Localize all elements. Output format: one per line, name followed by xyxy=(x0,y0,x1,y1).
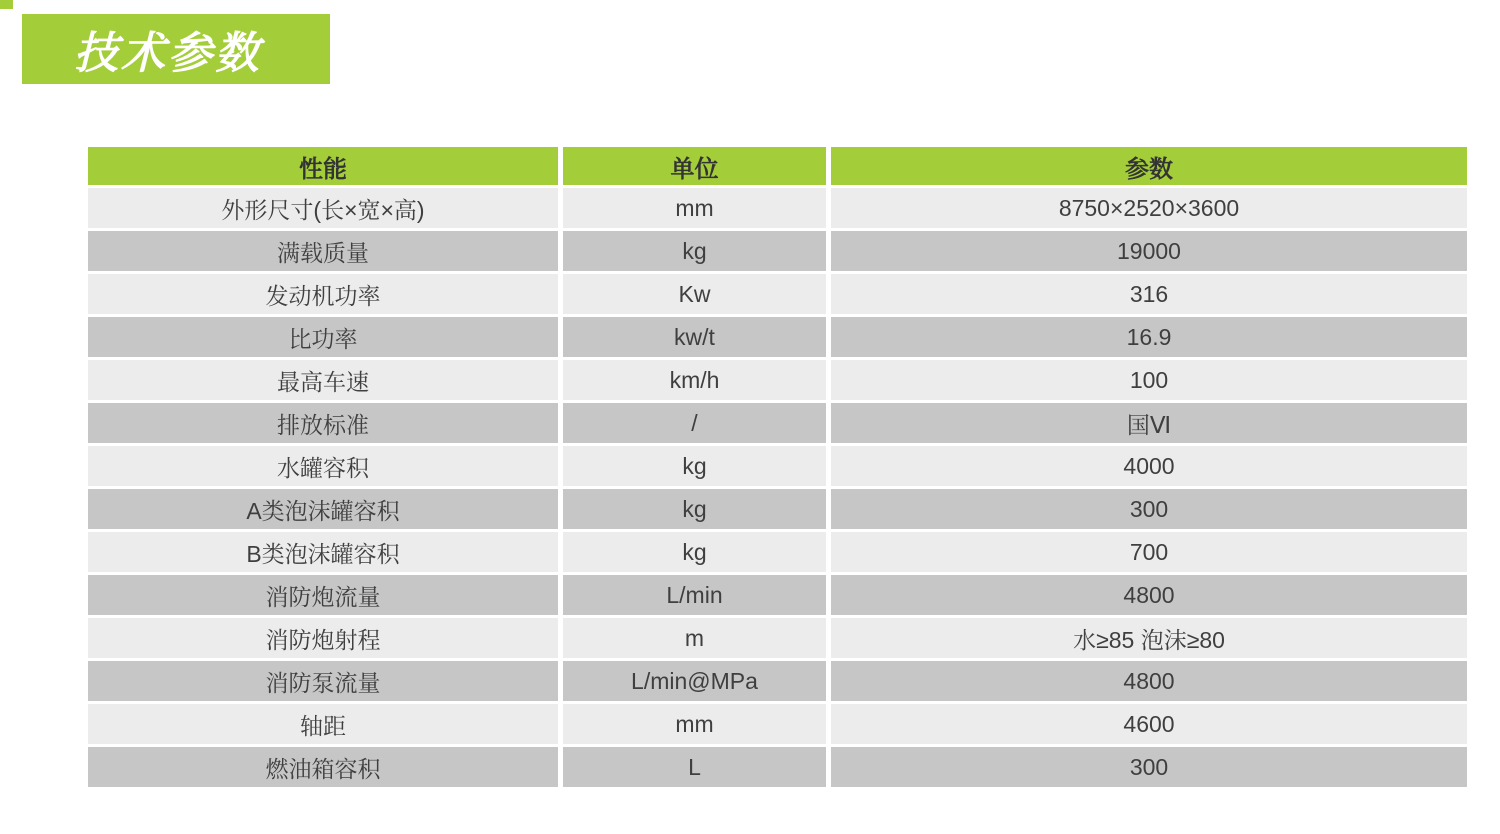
column-header-unit: 单位 xyxy=(563,147,826,185)
spec-value-cell: 4000 xyxy=(831,446,1467,486)
spec-name-cell: 比功率 xyxy=(88,317,558,357)
spec-name-cell: 燃油箱容积 xyxy=(88,747,558,787)
spec-name-cell: 排放标准 xyxy=(88,403,558,443)
spec-unit-cell: / xyxy=(563,403,826,443)
column-header-performance: 性能 xyxy=(88,147,558,185)
spec-unit-cell: kg xyxy=(563,231,826,271)
spec-unit-cell: L/min@MPa xyxy=(563,661,826,701)
spec-value-cell: 水≥85 泡沫≥80 xyxy=(831,618,1467,658)
spec-value-cell: 8750×2520×3600 xyxy=(831,188,1467,228)
spec-value-cell: 4800 xyxy=(831,575,1467,615)
spec-value-cell: 300 xyxy=(831,747,1467,787)
spec-value-cell: 100 xyxy=(831,360,1467,400)
spec-value-cell: 4800 xyxy=(831,661,1467,701)
page-title: 技术参数 xyxy=(74,29,262,78)
spec-unit-cell: L xyxy=(563,747,826,787)
spec-unit-cell: L/min xyxy=(563,575,826,615)
spec-table xyxy=(88,147,1467,787)
spec-unit-cell: mm xyxy=(563,188,826,228)
spec-name-cell: 轴距 xyxy=(88,704,558,744)
spec-value-cell: 700 xyxy=(831,532,1467,572)
spec-unit-cell: Kw xyxy=(563,274,826,314)
spec-name-cell: 最高车速 xyxy=(88,360,558,400)
spec-unit-cell: kg xyxy=(563,532,826,572)
spec-unit-cell: mm xyxy=(563,704,826,744)
spec-unit-cell: kw/t xyxy=(563,317,826,357)
spec-value-cell: 16.9 xyxy=(831,317,1467,357)
spec-name-cell: A类泡沫罐容积 xyxy=(88,489,558,529)
spec-name-cell: 消防泵流量 xyxy=(88,661,558,701)
spec-unit-cell: kg xyxy=(563,446,826,486)
spec-value-cell: 316 xyxy=(831,274,1467,314)
spec-value-cell: 300 xyxy=(831,489,1467,529)
page-title-badge xyxy=(22,14,330,84)
spec-name-cell: 水罐容积 xyxy=(88,446,558,486)
spec-value-cell: 19000 xyxy=(831,231,1467,271)
spec-unit-cell: kg xyxy=(563,489,826,529)
spec-value-cell: 国Ⅵ xyxy=(831,403,1467,443)
corner-accent-mark xyxy=(0,0,13,9)
spec-unit-cell: m xyxy=(563,618,826,658)
spec-name-cell: 发动机功率 xyxy=(88,274,558,314)
spec-name-cell: 外形尺寸(长×宽×高) xyxy=(88,188,558,228)
spec-name-cell: B类泡沫罐容积 xyxy=(88,532,558,572)
spec-value-cell: 4600 xyxy=(831,704,1467,744)
spec-unit-cell: km/h xyxy=(563,360,826,400)
spec-name-cell: 满载质量 xyxy=(88,231,558,271)
spec-name-cell: 消防炮射程 xyxy=(88,618,558,658)
spec-name-cell: 消防炮流量 xyxy=(88,575,558,615)
column-header-parameter: 参数 xyxy=(831,147,1467,185)
